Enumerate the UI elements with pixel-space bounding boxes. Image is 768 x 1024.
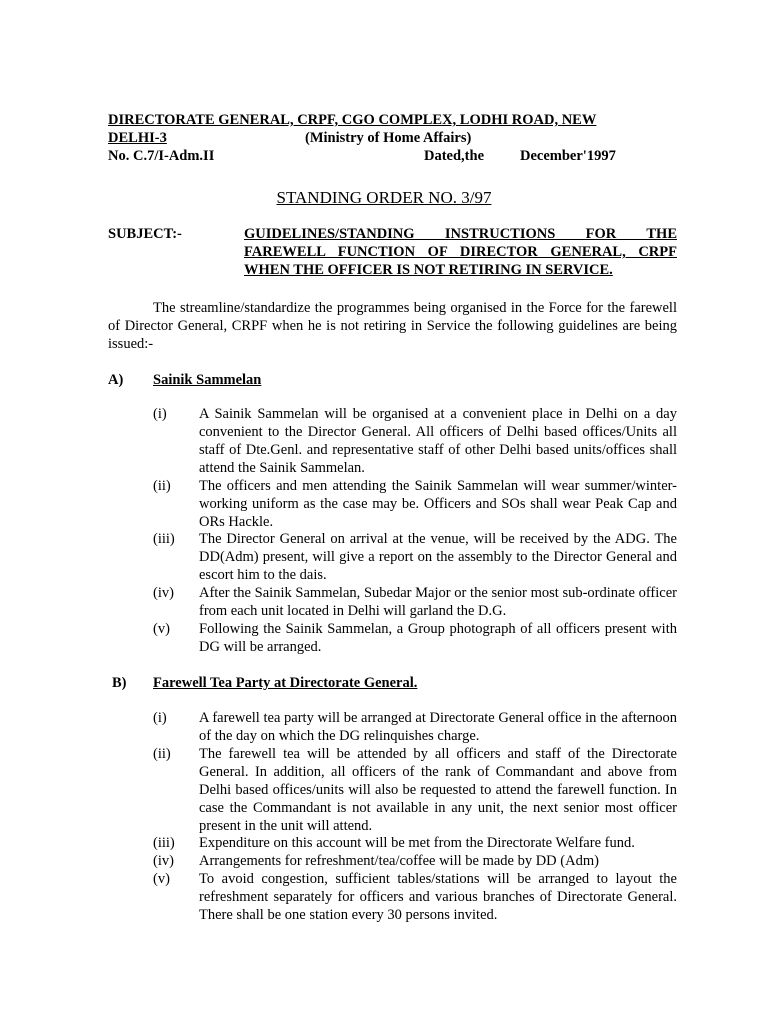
section-a-marker: A) [108,372,124,388]
item-text: A farewell tea party will be arranged at Directorate General office in the afternoon of the day on which the DG relinquishes charge. [199,710,677,744]
item-number: (iii) [153,531,175,547]
item-number: (v) [153,621,170,637]
section-b-marker: B) [112,675,127,691]
item-number: (v) [153,871,170,887]
item-text: The farewell tea will be attended by all officers and staff of the Directorate General. In addition, all officers of the rank of Commandant and above from Delhi based offices/units will also be requested to attend the farewell function. In case the Commandant is not available in any unit, the next senior most officer present in the unit will attend. [199,746,677,834]
item-text: The Director General on arrival at the venue, will be received by the ADG. The DD(Adm) present, will give a report on the assembly to the Director General and escort him to the dais. [199,531,677,583]
item-text: Following the Sainik Sammelan, a Group photograph of all officers present with DG will be arranged. [199,621,677,655]
section-b-title: Farewell Tea Party at Directorate General. [153,675,418,691]
subject-label: SUBJECT:- [108,226,182,242]
item-text: To avoid congestion, sufficient tables/stations will be arranged to layout the refreshment separately for officers and various branches of Directorate General. There shall be one station every 30 persons invited. [199,871,677,923]
subject-line-2: FAREWELL FUNCTION OF DIRECTOR GENERAL, CRPF [244,244,677,260]
item-text: After the Sainik Sammelan, Subedar Major or the senior most sub-ordinate officer from each unit located in Delhi will garland the D.G. [199,585,677,619]
item-text: A Sainik Sammelan will be organised at a convenient place in Delhi on a day convenient to the Director General. All officers of Delhi based offices/Units all staff of Dte.Genl. and representative staff of other Delhi based units/offices shall attend the Sainik Sammelan. [199,406,677,476]
section-a-title: Sainik Sammelan [153,372,262,388]
item-number: (iv) [153,853,174,869]
dated-label: Dated,the [424,148,485,164]
order-title: STANDING ORDER NO. 3/97 [276,188,492,207]
item-number: (ii) [153,478,171,494]
subject-line-3: WHEN THE OFFICER IS NOT RETIRING IN SERVICE. [244,262,613,278]
order-date: December'1997 [520,148,616,164]
item-text: The officers and men attending the Sainik Sammelan will wear summer/winter-working uniform as the case may be. Officers and SOs shall wear Peak Cap and ORs Hackle. [199,478,677,530]
directorate-address: DIRECTORATE GENERAL, CRPF, CGO COMPLEX, LODHI ROAD, NEW DELHI-3 [108,112,597,146]
item-number: (i) [153,406,167,422]
item-number: (i) [153,710,167,726]
item-text: Arrangements for refreshment/tea/coffee will be made by DD (Adm) [199,853,599,869]
intro-paragraph: The streamline/standardize the programmes being organised in the Force for the farewell of Director General, CRPF when he is not retiring in Service the following guidelines are being issued:- [108,300,677,352]
file-number: No. C.7/I-Adm.II [108,148,215,164]
ministry-line: (Ministry of Home Affairs) [305,130,472,146]
item-number: (iii) [153,835,175,851]
item-number: (iv) [153,585,174,601]
item-number: (ii) [153,746,171,762]
subject-line-1: GUIDELINES/STANDING INSTRUCTIONS FOR THE [244,226,677,242]
item-text: Expenditure on this account will be met from the Directorate Welfare fund. [199,835,635,851]
